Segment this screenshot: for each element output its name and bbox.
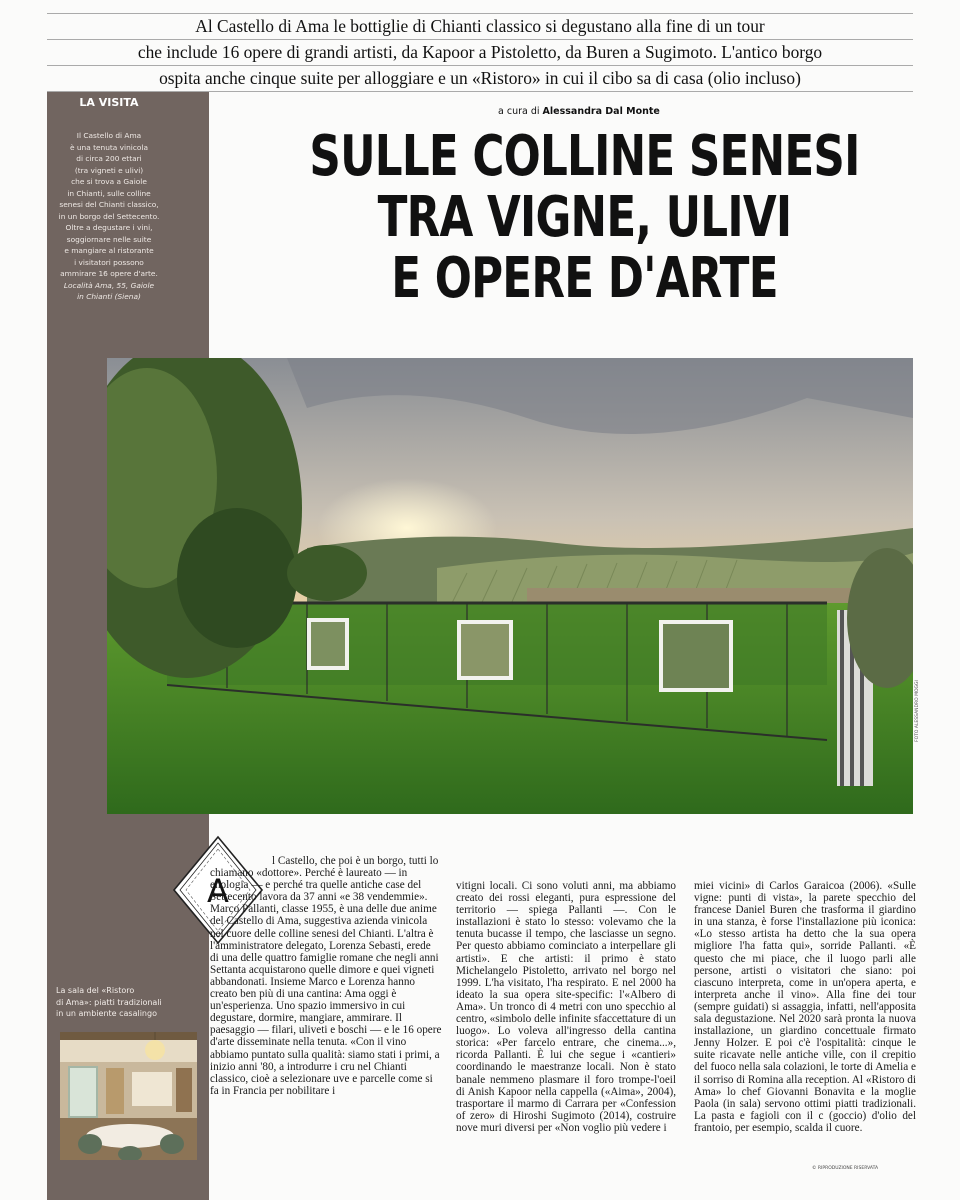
caption-line: La sala del «Ristoro: [56, 986, 135, 995]
deck-line: che include 16 opere di grandi artisti, da Kapoor a Pistoletto, da Buren a Sugimoto. L'antico borgo: [47, 39, 913, 65]
sidebar-line: di circa 200 ettari: [76, 154, 142, 163]
deck-line: Al Castello di Ama le bottiglie di Chianti classico si degustano alla fine di un tour: [47, 13, 913, 39]
photo-credit: FOTO ALESSANDRO MOGGI: [915, 680, 920, 742]
article-column-3: [694, 880, 916, 1134]
drop-cap-letter: A: [207, 872, 229, 910]
headline-line: TRA VIGNE, ULIVI: [377, 185, 792, 250]
headline: [292, 126, 878, 309]
sidebar-line: senesi del Chianti classico,: [59, 200, 159, 209]
sidebar-body: [47, 130, 171, 303]
sidebar-line: Il Castello di Ama: [76, 131, 142, 140]
sidebar-title: LA VISITA: [79, 96, 139, 109]
photo-caption: [56, 985, 206, 1020]
byline-author: Alessandra Dal Monte: [542, 106, 660, 117]
main-photo: [107, 358, 913, 814]
article-column-2: [456, 880, 676, 1134]
article-text: vitigni locali. Ci sono voluti anni, ma abbiamo creato dei rossi eleganti, pura espressione del territorio — spiega Pallanti —. Con le installazioni è stato lo stesso: volevamo che la tenuta bucasse il tempo, che lasciasse un segno. Per questo abbiamo cominciato a interpellare gli artisti». E che artisti: il primo è stato Michelangelo Pistoletto, arrivato nel borgo nel 1999. L'ha visitato, l'ha respirato. E nel 2000 ha ideato la sua opera site-specific: l'«Albero di Ama». Un tronco di 4 metri con uno specchio al centro, «simbolo delle infinite sfaccettature di un luogo». Lo voleva all'ingresso della cantina storica: «Per farcelo entrare, che cinema...», ricorda Pallanti. È lui che segue i «cantieri» coordinando le maestranze locali. Non è stato banale nemmeno plasmare il foro trompe-l'oeil di Anish Kapoor nella cappella («Aima», 2004), trasportare il marmo di Carrara per «Confession of zero» di Hiroshi Sugimoto (2014), costruire nove muri diversi per «Non voglio più vedere i: [456, 880, 676, 1134]
copyright: © RIPRODUZIONE RISERVATA: [812, 1166, 879, 1171]
sidebar-line: Oltre a degustare i vini,: [65, 223, 153, 232]
sidebar-line: i visitatori possono: [74, 257, 144, 267]
article-text: l Castello, che poi è un borgo, tutti lo chiamano «dottore». Perché è laureato — in enologia — e perché tra quelle antiche case del Settecento lavora da 37 anni «e 38 vendemmie». Marco Pallanti, classe 1955, è una delle due anime del Castello di Ama, suggestiva azienda vinicola nel cuore delle colline senesi del Chianti. L'altra è l'amministratore delegato, Lorenza Sebasti, erede di una delle quattro famiglie romane che negli anni Settanta acquistarono quelle dimore e quei vigneti abbandonati. Insieme Marco e Lorenza hanno creato ben più di una cantina: Ama oggi è un'esperienza. Uno spazio immersivo in cui degustare, dormire, mangiare, ammirare. Il paesaggio — filari, uliveti e boschi — e le 16 opere d'arte disseminate nella tenuta. «Con il vino abbiamo puntato sulla qualità: siamo stati i primi, a inizio anni '80, a introdurre i cru nel Chianti classico, cioè a selezionare uve e parcelle come si fa in Francia per nobilitare i: [210, 855, 442, 1097]
deck-line: ospita anche cinque suite per alloggiare e un «Ristoro» in cui il cibo sa di casa (olio incluso): [47, 65, 913, 92]
headline-line: SULLE COLLINE SENESI: [309, 124, 860, 189]
caption-line: in un ambiente casalingo: [56, 1009, 157, 1018]
sidebar-line: soggiornare nelle suite: [66, 234, 152, 244]
sidebar-line: e mangiare al ristorante: [64, 246, 154, 255]
restaurant-photo: [60, 1032, 197, 1160]
byline-prefix: a cura di: [498, 106, 540, 117]
headline-line: E OPERE D'ARTE: [391, 246, 778, 311]
article-text: miei vicini» di Carlos Garaicoa (2006). «Sulle vigne: punti di vista», la parete specchio del francese Daniel Buren che trasforma il giardino in una stanza, è forse l'installazione più iconica: «Lo stesso artista ha detto che la sua opera migliore l'ha fatta qui», sorride Pallanti. «È questo che mi piace, che il luogo parli alle persone, artisti o visitatori che siano: poi ciascuno interpreta, come in un'opera aperta, e interpreta anche il vino». Alla fine dei tour (sempre guidati) si assaggia, infatti, nell'apposita sala degustazione. Nel 2020 sarà pronta la nuova installazione, un giardino concettuale firmato Jenny Holzer. E poi c'è l'ospitalità: cinque le suite ricavate nelle antiche ville, con il crepitio del fuoco nella sala colazioni, le torte di Amelia e il sorriso di Romina alla reception. Al «Ristoro di Ama» lo chef Giovanni Bonavita e la moglie Paola (in sala) servono ottimi piatti tradizionali. La pasta e fagioli con il c (goccio) d'olio del frantoio, per esempio, scalda il cuore.: [694, 880, 916, 1134]
sidebar-line: in Chianti, sulle colline: [67, 188, 151, 198]
sidebar-address: in Chianti (Siena): [77, 292, 141, 301]
byline: [498, 106, 660, 117]
caption-line: di Ama»: piatti tradizionali: [56, 997, 162, 1007]
sidebar-line: ammirare 16 opere d'arte.: [60, 269, 158, 278]
sidebar-address: Località Ama, 55, Gaiole: [63, 280, 155, 290]
sidebar-line: (tra vigneti e ulivi): [74, 165, 144, 175]
article-column-1: [210, 855, 442, 1097]
sidebar-line: in un borgo del Settecento.: [58, 211, 160, 221]
sidebar-line: è una tenuta vinicola: [69, 142, 149, 152]
deck: [47, 13, 913, 92]
sidebar-line: che si trova a Gaiole: [71, 177, 147, 186]
